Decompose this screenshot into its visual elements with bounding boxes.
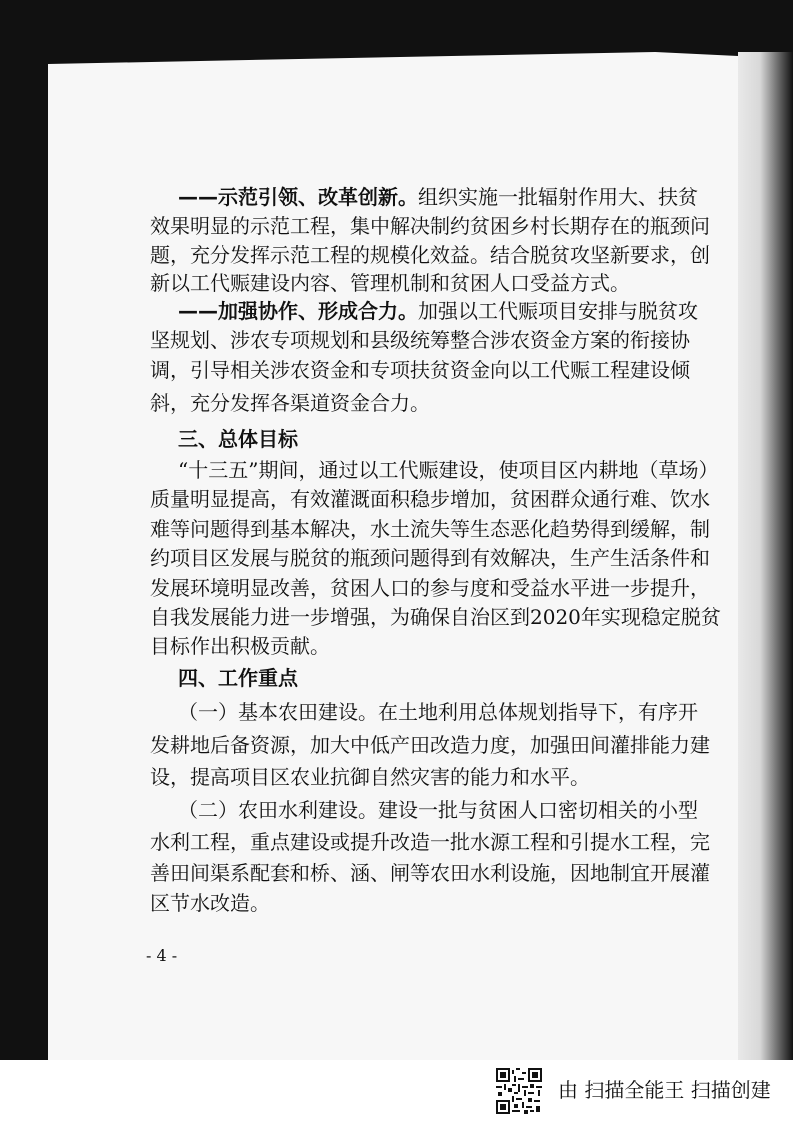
qr-code-icon <box>496 1068 542 1114</box>
paragraph-line: 发耕地后备资源，加大中低产田改造力度，加强田间灌排能力建 <box>150 733 710 757</box>
section-heading: 三、总体目标 <box>178 427 298 451</box>
paragraph-line: 质量明显提高，有效灌溉面积稳步增加，贫困群众通行难、饮水 <box>150 487 710 511</box>
paragraph-line: 自我发展能力进一步增强，为确保自治区到2020年实现稳定脱贫 <box>150 605 721 629</box>
section-heading: 四、工作重点 <box>178 666 298 690</box>
paragraph-line: 斜，充分发挥各渠道资金合力。 <box>150 391 430 415</box>
paragraph-line: 约项目区发展与脱贫的瓶颈问题得到有效解决，生产生活条件和 <box>150 546 710 570</box>
paragraph-line: 发展环境明显改善，贫困人口的参与度和受益水平进一步提升， <box>150 576 710 600</box>
paragraph-line: 效果明显的示范工程，集中解决制约贫困乡村长期存在的瓶颈问 <box>150 214 710 238</box>
paragraph-line: 坚规划、涉农专项规划和县级统筹整合涉农资金方案的衔接协 <box>150 328 690 352</box>
paragraph-line: ——示范引领、改革创新。组织实施一批辐射作用大、扶贫 <box>178 185 698 209</box>
paragraph-line: 区节水改造。 <box>150 891 270 915</box>
page-number: - 4 - <box>146 946 178 965</box>
page-edge-shadow <box>738 52 793 1060</box>
paragraph-line: 善田间渠系配套和桥、涵、闸等农田水利设施，因地制宜开展灌 <box>150 861 710 885</box>
paragraph-line: ——加强协作、形成合力。加强以工代赈项目安排与脱贫攻 <box>178 299 698 323</box>
paragraph-line: “十三五”期间，通过以工代赈建设，使项目区内耕地（草场） <box>178 458 719 482</box>
paragraph-line: 水利工程，重点建设或提升改造一批水源工程和引提水工程，完 <box>150 830 710 854</box>
paragraph-line: 目标作出积极贡献。 <box>150 634 330 658</box>
paragraph-line: （二）农田水利建设。建设一批与贫困人口密切相关的小型 <box>178 798 698 822</box>
scanner-watermark-text: 由 扫描全能王 扫描创建 <box>558 1078 771 1102</box>
paragraph-line: 调，引导相关涉农资金和专项扶贫资金向以工代赈工程建设倾 <box>150 358 690 382</box>
paragraph-line: 难等问题得到基本解决，水土流失等生态恶化趋势得到缓解，制 <box>150 517 710 541</box>
paragraph-line: 题，充分发挥示范工程的规模化效益。结合脱贫攻坚新要求，创 <box>150 243 710 267</box>
paragraph-line: 新以工代赈建设内容、管理机制和贫困人口受益方式。 <box>150 271 630 295</box>
paragraph-line: 设，提高项目区农业抗御自然灾害的能力和水平。 <box>150 765 590 789</box>
paragraph-line: （一）基本农田建设。在土地利用总体规划指导下，有序开 <box>178 700 698 724</box>
